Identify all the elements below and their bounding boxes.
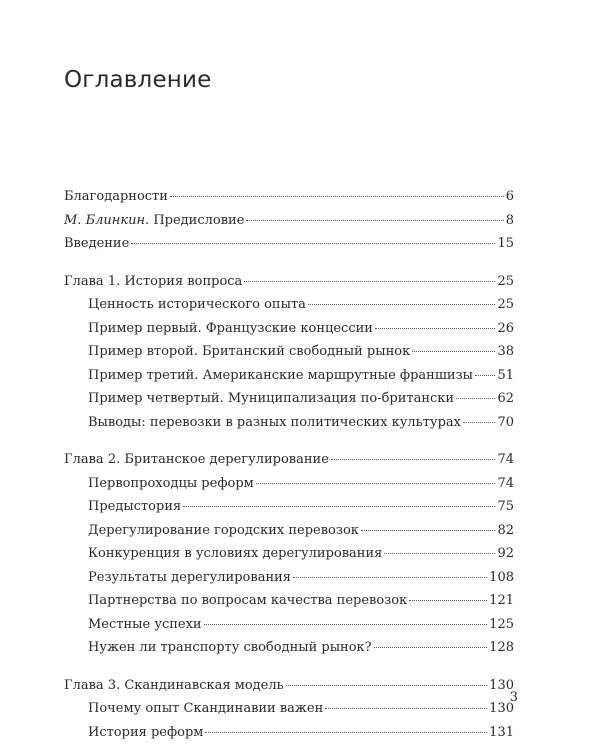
- dot-leader: [204, 624, 488, 625]
- dot-leader: [412, 351, 495, 352]
- toc-subentry[interactable]: [64, 317, 514, 341]
- toc-entry-title: [64, 209, 244, 233]
- toc-entry-title: Почему опыт Скандинавии важен: [88, 701, 324, 716]
- toc-entry-title: Глава 3. Скандинавская модель: [64, 677, 284, 693]
- toc-entry-page: 108: [489, 569, 514, 585]
- toc-entry-page: 125: [489, 616, 514, 632]
- table-of-contents: [64, 185, 514, 744]
- toc-entry[interactable]: [64, 270, 514, 294]
- toc-entry-title: Конкуренция в условиях дерегулирования: [88, 546, 383, 561]
- dot-leader: [375, 328, 496, 329]
- dot-leader: [256, 483, 496, 484]
- page-number: 3: [509, 690, 518, 705]
- toc-subentry[interactable]: [64, 613, 514, 637]
- toc-entry-title: Глава 2. Британское дерегулирование: [64, 452, 329, 467]
- toc-entry-title: Нужен ли транспорту свободный рынок?: [88, 640, 372, 655]
- toc-section: [64, 185, 514, 256]
- toc-subentry[interactable]: [64, 519, 514, 543]
- toc-section: [64, 674, 514, 745]
- toc-entry-page: 26: [497, 320, 514, 336]
- toc-subentry[interactable]: [64, 697, 514, 721]
- toc-entry-title: История реформ: [88, 724, 204, 740]
- dot-leader: [409, 600, 487, 601]
- dot-leader: [308, 304, 496, 305]
- toc-subentry[interactable]: [64, 387, 514, 411]
- toc-subentry[interactable]: [64, 566, 514, 590]
- toc-entry-page: 15: [497, 236, 514, 251]
- toc-entry-author: М. Блинкин.: [64, 212, 150, 228]
- toc-entry-page: 6: [505, 189, 514, 204]
- toc-subentry[interactable]: [64, 589, 514, 613]
- toc-entry-title: Дерегулирование городских перевозок: [88, 522, 359, 538]
- toc-entry-page: 25: [497, 273, 514, 289]
- dot-leader: [246, 220, 503, 221]
- toc-entry-page: 92: [497, 546, 514, 561]
- toc-entry-title: Благодарности: [64, 189, 168, 204]
- dot-leader: [384, 553, 495, 554]
- dot-leader: [456, 398, 495, 399]
- toc-entry-title: Пример четвертый. Муниципализация по-британски: [88, 391, 455, 406]
- toc-entry[interactable]: [64, 185, 514, 209]
- dot-leader: [244, 281, 495, 282]
- toc-entry[interactable]: [64, 448, 514, 472]
- toc-entry-page: 130: [489, 677, 514, 693]
- toc-entry-title: Глава 1. История вопроса: [64, 273, 243, 289]
- dot-leader: [205, 732, 487, 733]
- toc-subentry[interactable]: [64, 495, 514, 519]
- toc-entry-title: Местные успехи: [88, 616, 202, 632]
- dot-leader: [183, 506, 495, 507]
- toc-section: [64, 448, 514, 660]
- toc-entry-page: 62: [497, 391, 514, 406]
- dot-leader: [361, 530, 496, 531]
- toc-section: [64, 270, 514, 435]
- toc-entry-page: 82: [497, 522, 514, 538]
- toc-subentry[interactable]: [64, 721, 514, 745]
- toc-entry-page: 130: [489, 701, 514, 716]
- toc-subentry[interactable]: [64, 293, 514, 317]
- toc-entry-page: 131: [489, 724, 514, 740]
- toc-entry-title: Ценность исторического опыта: [88, 297, 306, 312]
- toc-entry-page: 128: [489, 640, 514, 655]
- toc-entry-title: Первопроходцы реформ: [88, 475, 254, 491]
- toc-entry-page: 51: [497, 367, 514, 383]
- toc-entry-title: Пример третий. Американские маршрутные франшизы: [88, 367, 474, 383]
- page-title: Оглавление: [64, 67, 212, 94]
- toc-entry-title: Партнерства по вопросам качества перевозок: [88, 593, 408, 608]
- toc-entry-page: 70: [497, 414, 514, 430]
- dot-leader: [131, 243, 495, 244]
- toc-entry-page: 121: [489, 593, 514, 608]
- dot-leader: [374, 647, 488, 648]
- toc-entry-page: 74: [497, 475, 514, 491]
- dot-leader: [475, 375, 495, 376]
- toc-entry-page: 75: [497, 499, 514, 514]
- toc-entry[interactable]: [64, 209, 514, 233]
- toc-subentry[interactable]: [64, 340, 514, 364]
- toc-entry-title-text: Предисловие: [149, 212, 245, 228]
- dot-leader: [463, 422, 495, 423]
- dot-leader: [325, 708, 487, 709]
- toc-entry-page: 38: [497, 344, 514, 359]
- toc-entry-title: Выводы: перевозки в разных политических культурах: [88, 414, 461, 430]
- toc-subentry[interactable]: [64, 364, 514, 388]
- toc-entry[interactable]: [64, 232, 514, 256]
- toc-entry-page: 25: [497, 297, 514, 312]
- toc-entry-title: Предыстория: [88, 499, 182, 514]
- dot-leader: [293, 577, 487, 578]
- toc-subentry[interactable]: [64, 411, 514, 435]
- toc-subentry[interactable]: [64, 472, 514, 496]
- dot-leader: [286, 685, 487, 686]
- toc-entry-title: Пример первый. Французские концессии: [88, 320, 373, 336]
- toc-subentry[interactable]: [64, 542, 514, 566]
- dot-leader: [170, 196, 504, 197]
- toc-entry-page: 8: [505, 212, 514, 228]
- toc-entry-title: Введение: [64, 236, 130, 251]
- toc-entry[interactable]: [64, 674, 514, 698]
- dot-leader: [331, 459, 496, 460]
- toc-entry-title: Пример второй. Британский свободный рынок: [88, 344, 411, 359]
- toc-subentry[interactable]: [64, 636, 514, 660]
- toc-entry-title: Результаты дерегулирования: [88, 569, 291, 585]
- toc-entry-page: 74: [497, 452, 514, 467]
